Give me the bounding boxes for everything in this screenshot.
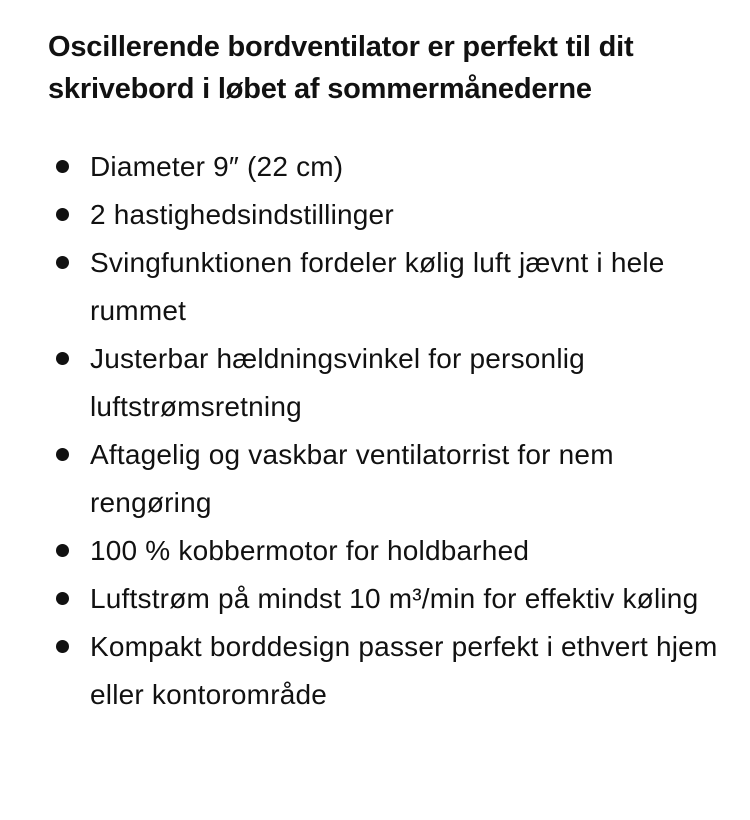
bullet-icon xyxy=(56,592,69,605)
list-item xyxy=(48,431,720,527)
list-item xyxy=(48,335,720,431)
feature-text: Aftagelig og vaskbar ventilatorrist for nem rengøring xyxy=(90,439,614,518)
bullet-icon xyxy=(56,352,69,365)
bullet-icon xyxy=(56,160,69,173)
feature-text: Kompakt borddesign passer perfekt i ethvert hjem eller kontorområde xyxy=(90,631,718,710)
list-item xyxy=(48,143,720,191)
list-item xyxy=(48,575,720,623)
page-title: Oscillerende bordventilator er perfekt til dit skrivebord i løbet af sommermånederne xyxy=(48,31,634,105)
list-item xyxy=(48,191,720,239)
list-item xyxy=(48,239,720,335)
feature-text: 100 % kobbermotor for holdbarhed xyxy=(90,535,530,566)
bullet-icon xyxy=(56,208,69,221)
bullet-icon xyxy=(56,640,69,653)
feature-text: Luftstrøm på mindst 10 m³/min for effektiv køling xyxy=(90,583,699,614)
feature-list xyxy=(48,143,720,719)
bullet-icon xyxy=(56,448,69,461)
feature-text: Justerbar hældningsvinkel for personlig luftstrømsretning xyxy=(90,343,585,422)
bullet-icon xyxy=(56,544,69,557)
feature-text: 2 hastighedsindstillinger xyxy=(90,199,394,230)
list-item xyxy=(48,527,720,575)
list-item xyxy=(48,623,720,719)
bullet-icon xyxy=(56,256,69,269)
feature-text: Svingfunktionen fordeler kølig luft jævnt i hele rummet xyxy=(90,247,665,326)
feature-text: Diameter 9″ (22 cm) xyxy=(90,151,344,182)
